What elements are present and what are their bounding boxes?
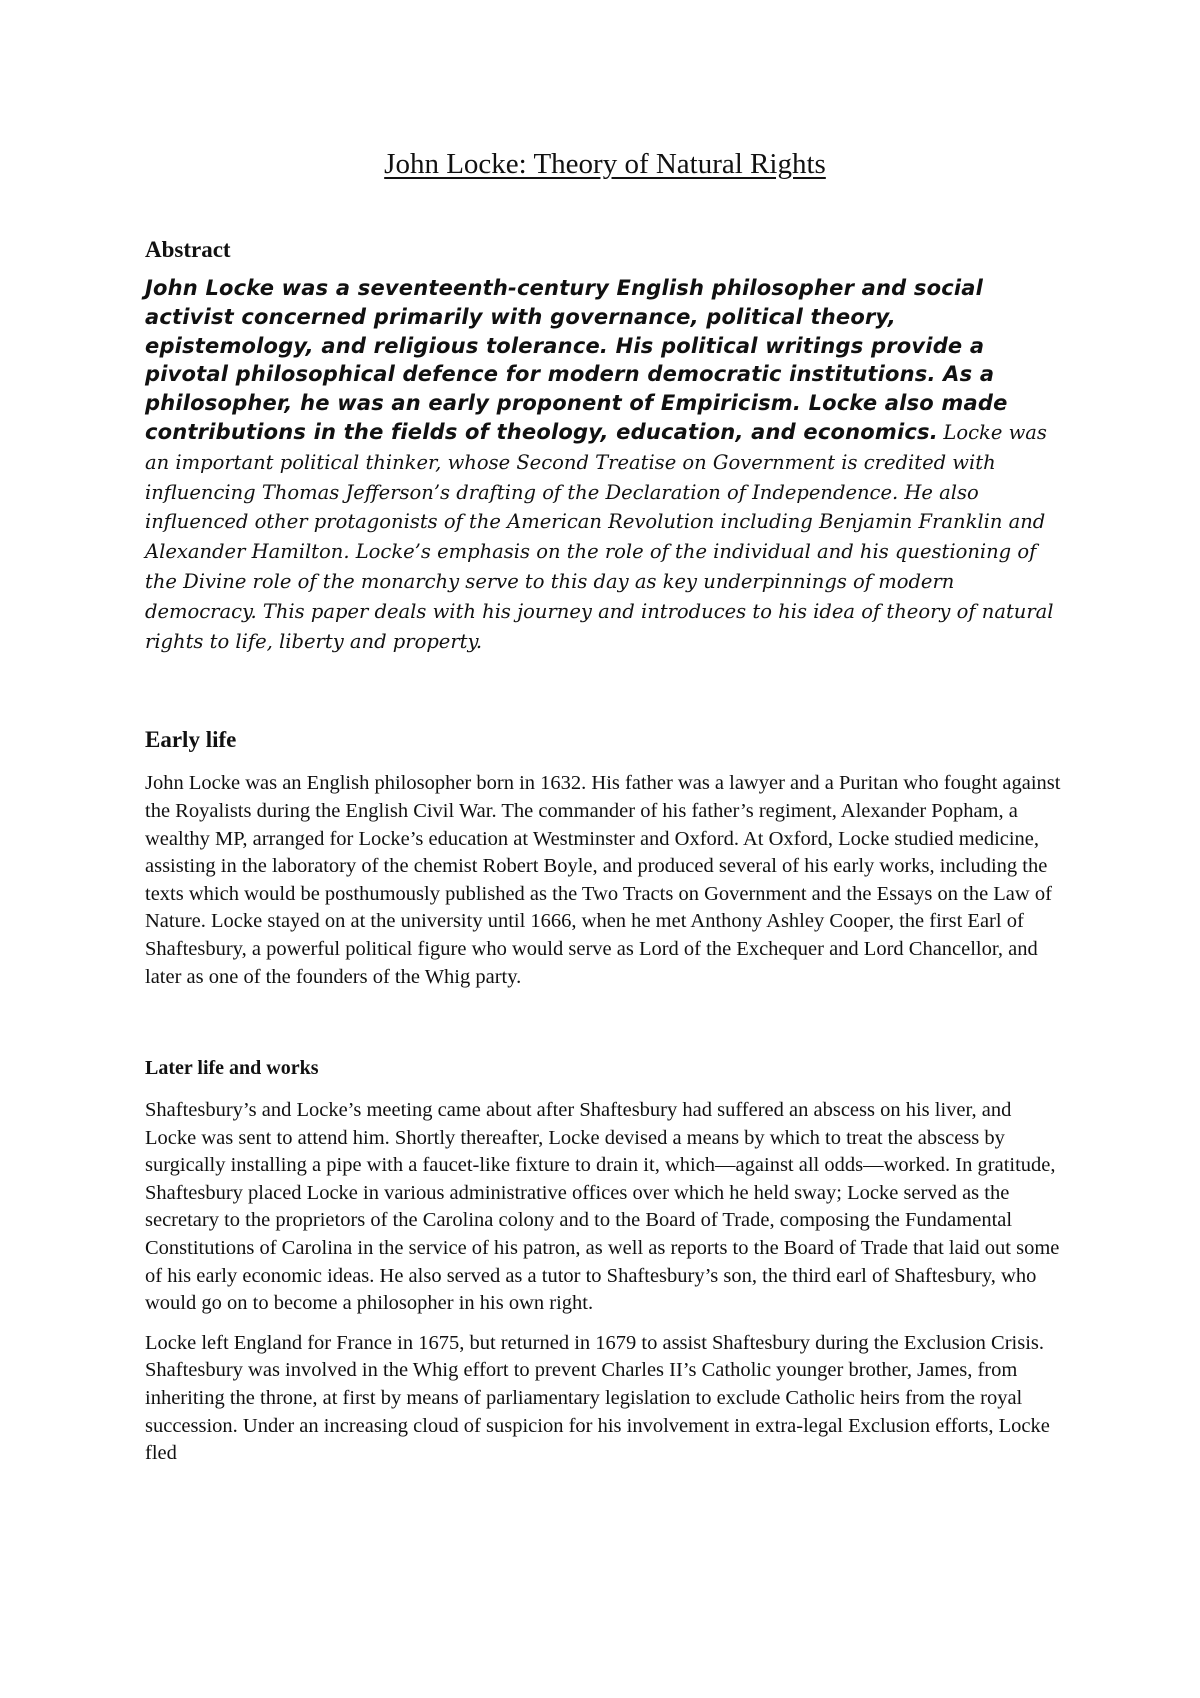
later-life-paragraph-2: Locke left England for France in 1675, but returned in 1679 to assist Shaftesbury during the Exclusion Crisis. Shaftesbury was involved in the Whig effort to prevent Charles II’s Catholic younger brother, James, from inheriting the throne, at first by means of parliamentary legislation to exclude Catholic heirs from the royal succession. Under an increasing cloud of suspicion for his involvement in extra-legal Exclusion efforts, Locke fled — [145, 1331, 1050, 1465]
later-life-section — [145, 1055, 1065, 1468]
abstract-italic-text: Locke was an important political thinker, whose Second Treatise on Government is credited with influencing Thomas Jefferson’s drafting of the Declaration of Independence. He also influenced other protagonists of the American Revolution including Benjamin Franklin and Alexander Hamilton. Locke’s emphasis on the role of the individual and his questioning of the Divine role of the monarchy serve to this day as key underpinnings of modern democracy. This paper deals with his journey and introduces to his idea of theory of natural rights to life, liberty and property. — [145, 420, 1054, 653]
early-life-paragraph: John Locke was an English philosopher born in 1632. His father was a lawyer and a Puritan who fought against the Royalists during the English Civil War. The commander of his father’s regiment, Alexander Popham, a wealthy MP, arranged for Locke’s education at Westminster and Oxford. At Oxford, Locke studied medicine, assisting in the laboratory of the chemist Robert Boyle, and produced several of his early works, including the texts which would be posthumously published as the Two Tracts on Government and the Essays on the Law of Nature. Locke stayed on at the university until 1666, when he met Anthony Ashley Cooper, the first Earl of Shaftesbury, a powerful political figure who would serve as Lord of the Exchequer and Lord Chancellor, and later as one of the founders of the Whig party. — [145, 772, 1061, 988]
later-life-heading: Later life and works — [145, 1057, 319, 1080]
document-title: John Locke: Theory of Natural Rights — [384, 148, 826, 180]
early-life-heading: Early life — [145, 727, 237, 753]
abstract-bold-text: John Locke was a seventeenth-century English philosopher and social activist concerned primarily with governance, political theory, epistemology, and religious tolerance. His political writings provide a pivotal philosophical defence for modern democratic institutions. As a philosopher, he was an early proponent of Empiricism. Locke also made contributions in the fields of theology, education, and economics. — [145, 276, 1008, 444]
abstract-section — [145, 236, 1065, 656]
abstract-paragraph — [145, 274, 1065, 656]
abstract-heading: Abstract — [145, 237, 231, 262]
early-life-section — [145, 726, 1065, 991]
later-life-paragraph-1: Shaftesbury’s and Locke’s meeting came about after Shaftesbury had suffered an abscess on his liver, and Locke was sent to attend him. Shortly thereafter, Locke devised a means by which to treat the abscess by surgically installing a pipe with a faucet-like fixture to drain it, which—against all odds—worked. In gratitude, Shaftesbury placed Locke in various administrative offices over which he held sway; Locke served as the secretary to the proprietors of the Carolina colony and to the Board of Trade, composing the Fundamental Constitutions of Carolina in the service of his patron, as well as reports to the Board of Trade that laid out some of his early economic ideas. He also served as a tutor to Shaftesbury’s son, the third earl of Shaftesbury, who would go on to become a philosopher in his own right. — [145, 1099, 1060, 1315]
